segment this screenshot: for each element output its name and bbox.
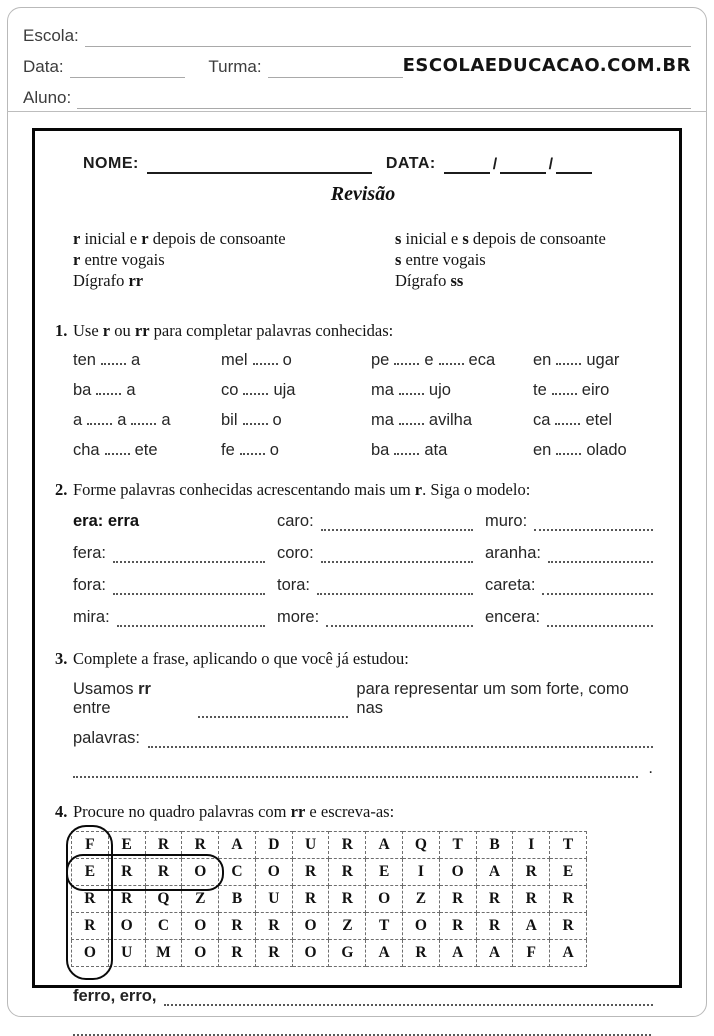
grid-cell: O (182, 859, 219, 886)
answers-row (73, 987, 653, 1006)
fill-word-item: co uja (221, 381, 296, 399)
grid-cell: C (145, 913, 182, 940)
answer-dotted-line (73, 764, 638, 778)
model-item: era: erra (73, 512, 140, 530)
date-year-blank (556, 158, 592, 174)
fill-blank (394, 442, 419, 455)
site-url: ESCOLAEDUCACAO.COM.BR (402, 55, 691, 76)
aluno-blank-line (77, 91, 691, 109)
answer-dotted-line (548, 549, 653, 563)
answer-dotted-line (148, 734, 653, 748)
data-label: Data: (23, 57, 64, 76)
fill-word-item: en olado (533, 441, 627, 459)
escola-blank-line (85, 29, 691, 47)
fill-blank (556, 352, 581, 365)
grid-cell: M (145, 940, 182, 967)
grid-cell: A (439, 940, 476, 967)
word-search-wrapper (71, 831, 587, 967)
word-prompt-item: muro: (485, 512, 653, 531)
word-prompt-item: caro: (277, 512, 473, 531)
grid-cell: Z (403, 886, 440, 913)
fill-word-item: pe e eca (371, 351, 496, 369)
word-prompt-item: more: (277, 608, 473, 627)
nome-label: NOME: (83, 155, 139, 172)
grid-cell: R (439, 886, 476, 913)
grid-cell: R (255, 913, 292, 940)
word-prompt-item: mira: (73, 608, 265, 627)
rule-line: s entre vogais (395, 250, 486, 269)
grid-cell: R (476, 886, 513, 913)
fill-word-item: ma ujo (371, 381, 451, 399)
fill-word-item: ca etel (533, 411, 613, 429)
fill-blank (243, 412, 268, 425)
grid-cell: E (72, 859, 109, 886)
exercise1-word-grid (73, 351, 653, 460)
grid-row (72, 913, 587, 940)
answer-dotted-line (534, 517, 653, 531)
grid-cell: R (72, 913, 109, 940)
exercise4-heading (55, 802, 653, 822)
fill-word-item: a a a (73, 411, 171, 429)
grid-cell: R (513, 886, 550, 913)
grid-cell: A (550, 940, 587, 967)
answer-dotted-line (164, 992, 653, 1006)
rule-line: r entre vogais (73, 250, 165, 269)
grid-row (72, 859, 587, 886)
fill-blank (253, 352, 278, 365)
sheet-data-label: DATA: (385, 155, 436, 172)
grid-cell: R (550, 886, 587, 913)
grid-cell: O (108, 913, 145, 940)
exercise3-instruction: Complete a frase, aplicando o que você já estudou: (73, 649, 409, 668)
grid-cell: U (255, 886, 292, 913)
grid-cell: E (550, 859, 587, 886)
rule-line: r inicial e r depois de consoante (73, 229, 286, 248)
grid-cell: C (219, 859, 256, 886)
rules-column-r (73, 228, 395, 291)
exercise2-heading (55, 480, 653, 500)
grid-cell: G (329, 940, 366, 967)
exercise1-number: 1. (55, 321, 68, 340)
header-row-escola (23, 21, 691, 47)
grid-cell: D (255, 832, 292, 859)
grid-cell: E (366, 859, 403, 886)
data-blank-line (70, 60, 185, 78)
exercise3-sentence-line1 (73, 680, 653, 718)
exercise2-number: 2. (55, 480, 68, 499)
grid-cell: T (439, 832, 476, 859)
grid-cell: Z (182, 886, 219, 913)
fill-word-item: cha ete (73, 441, 158, 459)
grid-cell: R (292, 859, 329, 886)
fill-blank (439, 352, 464, 365)
fill-blank (105, 442, 130, 455)
answer-dotted-line (113, 549, 265, 563)
fill-blank (555, 412, 580, 425)
grid-cell: A (366, 940, 403, 967)
grid-cell: O (182, 940, 219, 967)
header-row-data-turma (23, 52, 691, 78)
grid-cell: O (366, 886, 403, 913)
grid-cell: R (439, 913, 476, 940)
grid-cell: R (476, 913, 513, 940)
grid-cell: R (329, 886, 366, 913)
exercise2-items-grid (73, 512, 653, 627)
grid-cell: R (292, 886, 329, 913)
header-card (7, 7, 707, 112)
grid-cell: O (439, 859, 476, 886)
fill-blank (240, 442, 265, 455)
grid-cell: B (476, 832, 513, 859)
answer-dotted-line (317, 581, 473, 595)
grid-cell: I (513, 832, 550, 859)
fill-blank (399, 382, 424, 395)
exercise3-sentence-line3 (73, 759, 653, 778)
fill-blank (131, 412, 156, 425)
exercise1-instruction: Use r ou rr para completar palavras conhecidas: (73, 321, 394, 340)
grid-cell: A (219, 832, 256, 859)
word-prompt-item: fora: (73, 576, 265, 595)
grid-cell: U (108, 940, 145, 967)
grid-cell: R (550, 913, 587, 940)
grid-cell: Q (403, 832, 440, 859)
grid-cell: U (292, 832, 329, 859)
answer-dotted-line (326, 613, 473, 627)
sentence-period: . (648, 759, 653, 777)
palavras-label: palavras: (73, 729, 140, 747)
answers-start-text: ferro, erro, (73, 987, 157, 1005)
grid-cell: R (513, 859, 550, 886)
grid-cell: R (108, 859, 145, 886)
grid-cell: R (72, 886, 109, 913)
grid-cell: R (255, 940, 292, 967)
date-day-blank (444, 158, 490, 174)
turma-blank-line (268, 60, 403, 78)
grid-cell: A (476, 940, 513, 967)
worksheet-sheet (32, 128, 682, 1005)
sentence-end: para representar um som forte, como nas (356, 680, 629, 717)
answer-dotted-line (547, 613, 653, 627)
fill-word-item: mel o (221, 351, 292, 369)
fill-blank (101, 352, 126, 365)
grid-cell: Z (329, 913, 366, 940)
grid-cell: O (255, 859, 292, 886)
fill-word-item: en ugar (533, 351, 620, 369)
grid-row (72, 832, 587, 859)
grid-cell: O (72, 940, 109, 967)
grid-cell: A (513, 913, 550, 940)
word-search-grid (71, 831, 587, 967)
answer-dotted-line (321, 517, 473, 531)
exercise3-sentence-line2 (73, 729, 653, 748)
fill-word-item: te eiro (533, 381, 610, 399)
exercise3-number: 3. (55, 649, 68, 668)
word-prompt-item: aranha: (485, 544, 653, 563)
grid-cell: R (403, 940, 440, 967)
grid-cell: B (219, 886, 256, 913)
grid-row (72, 940, 587, 967)
sentence-blank (198, 704, 348, 718)
fill-word-item: ten a (73, 351, 141, 369)
fill-word-item: ba a (73, 381, 136, 399)
answer-dotted-line (542, 581, 653, 595)
answer-dotted-line (113, 581, 265, 595)
grid-cell: R (108, 886, 145, 913)
exercise3-heading (55, 649, 653, 669)
name-date-row (83, 155, 653, 174)
date-slash: / (548, 156, 554, 173)
exercise4-number: 4. (55, 802, 68, 821)
grid-cell: R (219, 940, 256, 967)
rule-line: s inicial e s depois de consoante (395, 229, 606, 248)
fill-word-item: ma avilha (371, 411, 473, 429)
grid-cell: R (219, 913, 256, 940)
fill-blank (243, 382, 268, 395)
grid-cell: E (108, 832, 145, 859)
nome-blank-line (147, 158, 372, 174)
grid-cell: A (366, 832, 403, 859)
escola-label: Escola: (23, 26, 79, 45)
exercise1-heading (55, 321, 653, 341)
fill-blank (394, 352, 419, 365)
answer-dotted-line (321, 549, 473, 563)
fill-word-item: bil o (221, 411, 282, 429)
word-prompt-item: encera: (485, 608, 653, 627)
exercise4-instruction: Procure no quadro palavras com rr e escreva-as: (73, 802, 395, 821)
grid-cell: R (182, 832, 219, 859)
fill-word-item: ba ata (371, 441, 448, 459)
date-slash: / (492, 156, 498, 173)
fill-blank (399, 412, 424, 425)
grid-cell: R (145, 859, 182, 886)
rule-line: Dígrafo ss (395, 271, 464, 290)
grid-cell: A (476, 859, 513, 886)
fill-word-item: fe o (221, 441, 279, 459)
aluno-label: Aluno: (23, 88, 72, 107)
header-row-aluno (23, 83, 691, 109)
grid-cell: F (513, 940, 550, 967)
fill-blank (556, 442, 581, 455)
grid-cell: Q (145, 886, 182, 913)
grid-cell: I (403, 859, 440, 886)
grid-cell: O (403, 913, 440, 940)
word-prompt-item: coro: (277, 544, 473, 563)
grid-cell: T (366, 913, 403, 940)
fill-blank (87, 412, 112, 425)
grid-cell: O (292, 913, 329, 940)
date-month-blank (500, 158, 546, 174)
fill-blank (552, 382, 577, 395)
grid-cell: R (329, 832, 366, 859)
grid-cell: F (72, 832, 109, 859)
grid-cell: T (550, 832, 587, 859)
exercise2-instruction: Forme palavras conhecidas acrescentando mais um r. Siga o modelo: (73, 480, 531, 499)
fill-blank (96, 382, 121, 395)
word-prompt-item: tora: (277, 576, 473, 595)
worksheet-title: Revisão (330, 183, 396, 205)
word-prompt-item: careta: (485, 576, 653, 595)
grid-cell: O (182, 913, 219, 940)
rules-block (73, 228, 653, 291)
grid-cell: O (292, 940, 329, 967)
sentence-start: Usamos rr entre (73, 680, 151, 717)
answer-dotted-line (117, 613, 265, 627)
answer-dotted-line (73, 1022, 651, 1036)
rules-column-s (395, 228, 653, 291)
grid-cell: R (329, 859, 366, 886)
turma-label: Turma: (208, 57, 262, 76)
word-prompt-item: fera: (73, 544, 265, 563)
grid-cell: R (145, 832, 182, 859)
rule-line: Dígrafo rr (73, 271, 144, 290)
grid-row (72, 886, 587, 913)
